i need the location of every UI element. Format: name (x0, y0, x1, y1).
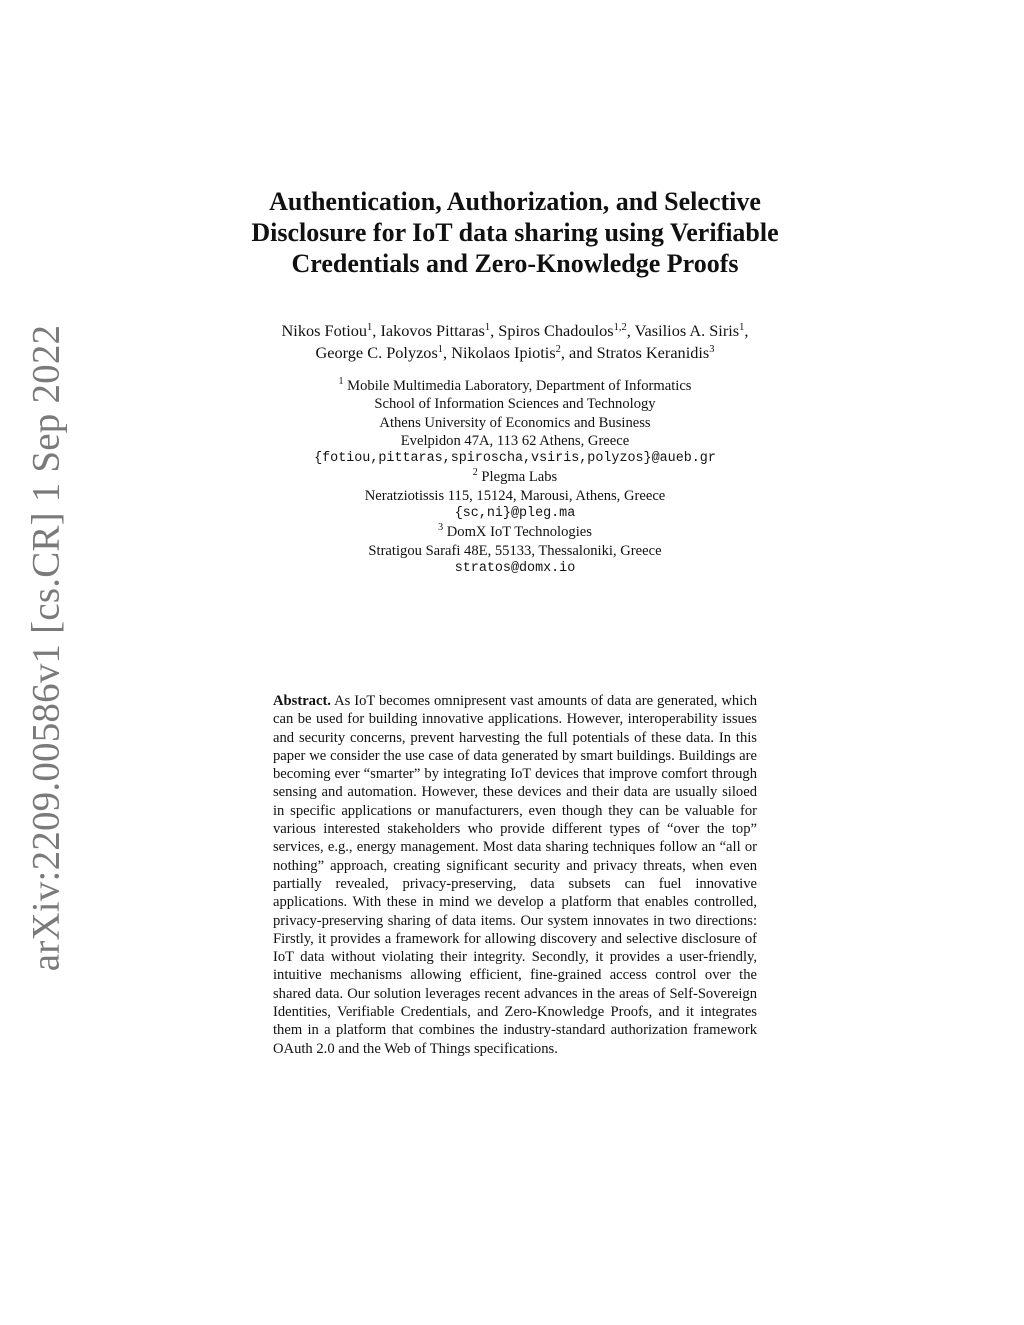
paper-title (200, 186, 830, 279)
affiliation-1-address: Evelpidon 47A, 113 62 Athens, Greece (400, 432, 630, 449)
author-affil-mark: 1 (739, 322, 745, 333)
title-line: Authentication, Authorization, and Selective (269, 187, 761, 216)
affiliation-2-email[interactable]: {sc,ni}@pleg.ma (454, 506, 576, 522)
author-affil-mark: 2 (555, 344, 561, 355)
affiliation-1-name: $^1$ Mobile Multimedia Laboratory, Department of Informatics (338, 376, 692, 394)
author-name: Iakovos Pittaras (380, 321, 485, 340)
affiliation-2-name: $^2$ Plegma Labs (472, 467, 558, 486)
title-line: Credentials and Zero-Knowledge Proofs (291, 249, 739, 278)
affiliation-3-address: Stratigou Sarafi 48E, 55133, Thessaloniki, Greece (368, 542, 662, 559)
author-name: Nikolaos Ipiotis (451, 343, 556, 362)
author-list (180, 320, 850, 364)
affiliation-3-email[interactable]: stratos@domx.io (454, 560, 576, 576)
affiliation-2-address: Neratziotissis 115, 15124, Marousi, Athens, Greece (364, 487, 666, 504)
author-separator: , (490, 321, 499, 340)
author-separator: , and (560, 343, 597, 362)
author-name: Vasilios A. Siris (634, 321, 740, 340)
author-name: Nikos Fotiou (281, 321, 368, 340)
arxiv-side-stamp: arXiv:2209.00586v1 [cs.CR] 1 Sep 2022 (24, 324, 68, 972)
affiliation-1-email[interactable]: {fotiou,pittaras,spiroscha,vsiris,polyzos}@aueb.gr (314, 451, 716, 467)
author-name: George C. Polyzos (315, 343, 438, 362)
affil-mark: 1 (338, 376, 344, 387)
author-separator: , (744, 321, 749, 340)
affiliation-3-name: $^3$ DomX IoT Technologies (438, 522, 592, 541)
author-separator: , (626, 321, 635, 340)
author-affil-mark: 1 (437, 344, 444, 355)
author-name: Spiros Chadoulos (498, 321, 614, 340)
author-affil-mark: 1,2 (613, 322, 627, 333)
abstract-label: Abstract. (273, 693, 331, 709)
author-separator: , (372, 321, 381, 340)
affiliation-1-line-3: Athens University of Economics and Business (379, 414, 651, 431)
author-line-1 (180, 320, 850, 342)
author-affil-mark: 1 (484, 322, 491, 333)
author-affil-mark: 3 (709, 344, 715, 355)
abstract (273, 692, 757, 1058)
affiliation-1-line-2: School of Information Sciences and Technology (374, 396, 656, 413)
author-affil-mark: 1 (367, 322, 373, 333)
abstract-text: As IoT becomes omnipresent vast amounts of data are generated, which can be used for building innovative applications. However, interoperability issues and security concerns, prevent harvesting the full potentials of these data. In this paper we consider the use case of data generated by smart buildings. Buildings are becoming ever “smarter” by integrating IoT devices that improve comfort through sensing and automation. However, these devices and their data are usually siloed in specific applications or manufacturers, even though they can be valuable for various interested stakeholders who provide different types of “over the top” services, e.g., energy management. Most data sharing techniques follow an “all or nothing” approach, creating significant security and privacy threats, when even partially revealed, privacy-preserving, data subsets can fuel innovative applications. With these in mind we develop a platform that enables controlled, privacy-preserving sharing of data items. Our system innovates in two directions: Firstly, it provides a framework for allowing discovery and selective disclosure of IoT data without violating their integrity. Secondly, it provides a user-friendly, intuitive mechanisms allowing efficient, fine-grained access control over the shared data. Our solution leverages recent advances in the areas of Self-Sovereign Identities, Verifiable Credentials, and Zero-Knowledge Proofs, and it integrates them in a platform that combines the industry-standard authorization framework OAuth 2.0 and the Web of Things specifications. (273, 693, 757, 1057)
affil-mark: 3 (438, 522, 444, 534)
author-line-2 (180, 342, 850, 364)
title-line: Disclosure for IoT data sharing using Verifiable (251, 218, 779, 247)
author-name: Stratos Keranidis (596, 343, 710, 362)
affiliations (215, 377, 815, 578)
affil-mark: 2 (472, 467, 478, 479)
author-separator: , (443, 343, 452, 362)
